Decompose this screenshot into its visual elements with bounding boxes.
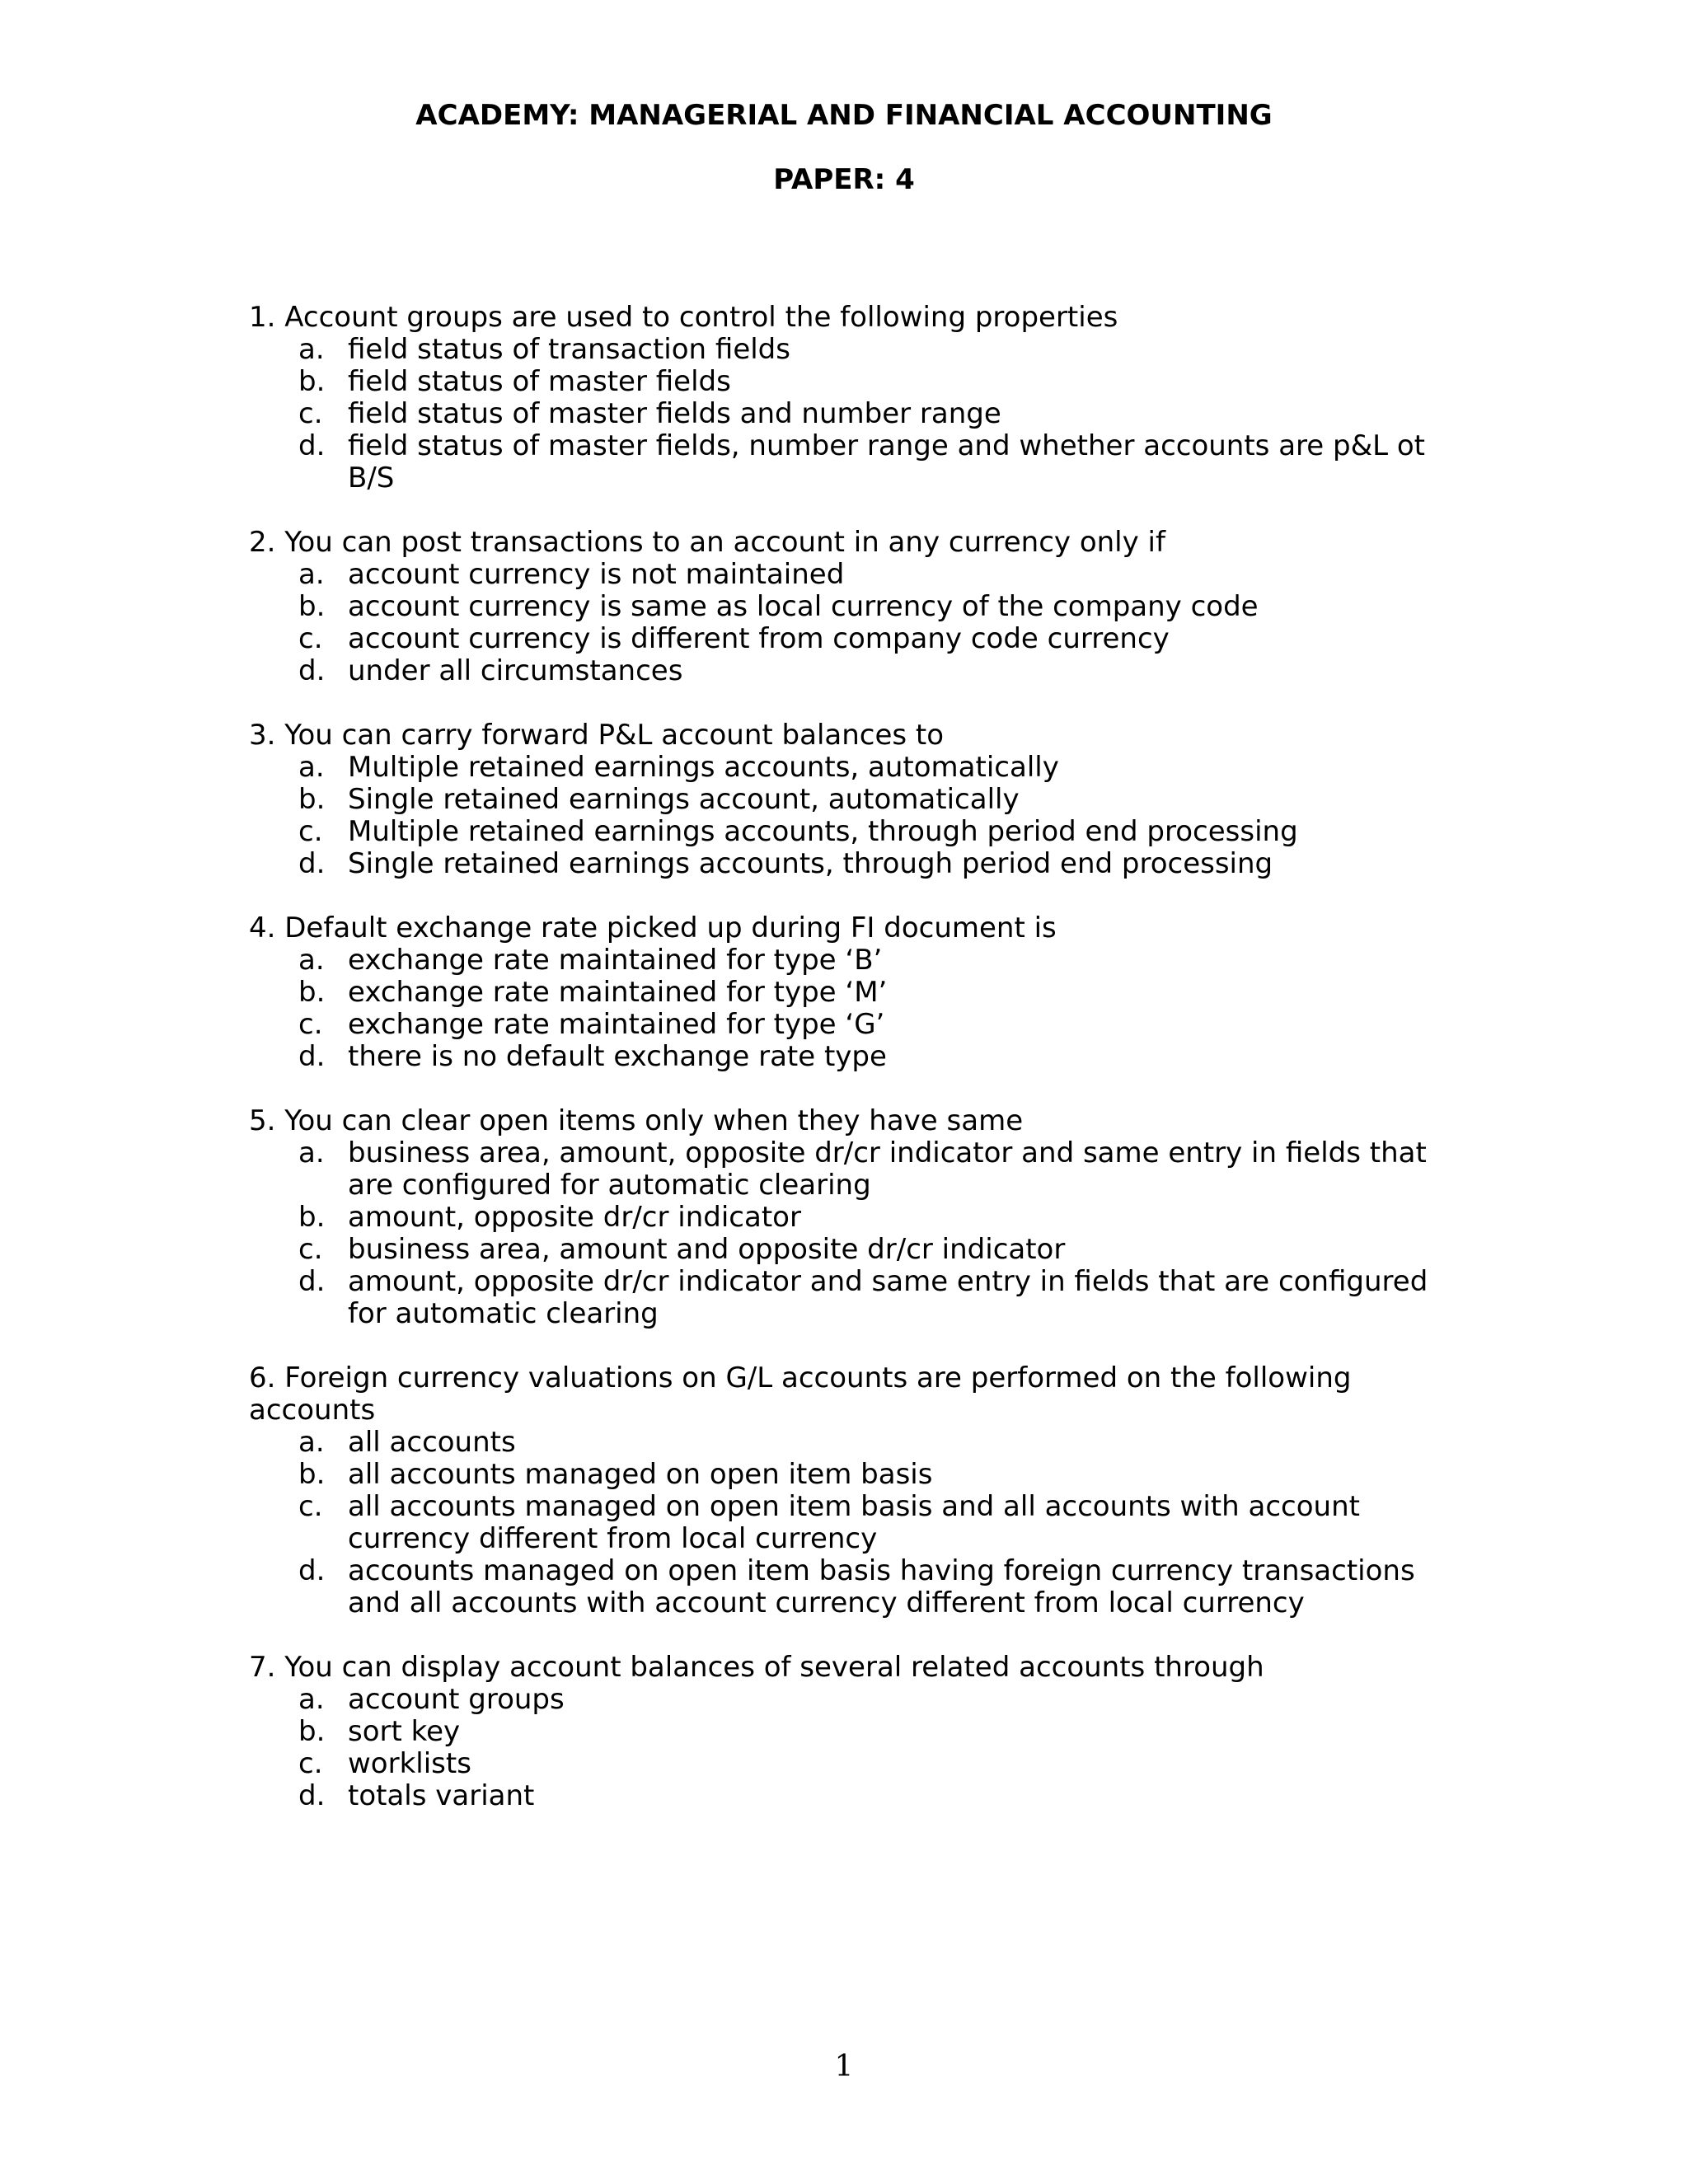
option-list: [249, 944, 1436, 1073]
question-stem: 4. Default exchange rate picked up during FI document is: [249, 912, 1057, 944]
option-list: [249, 1684, 1436, 1812]
paper-number: PAPER: 4: [773, 163, 915, 196]
option-letter: c.: [298, 1490, 323, 1523]
question-6: [249, 1362, 1436, 1619]
option-b: [249, 977, 1436, 1009]
option-letter: c.: [298, 1747, 323, 1780]
option-letter: d.: [298, 429, 326, 462]
option-c: [249, 1491, 1436, 1555]
question-list: [249, 302, 1436, 1844]
option-letter: b.: [298, 976, 326, 1009]
option-b: [249, 784, 1436, 816]
question-stem: 5. You can clear open items only when they have same: [249, 1104, 1024, 1137]
option-text: accounts managed on open item basis having foreign currency transactions and all accounts with account currency different from local currency: [348, 1554, 1415, 1619]
option-d: [249, 430, 1436, 494]
question-stem: 2. You can post transactions to an account in any currency only if: [249, 526, 1165, 559]
option-text: exchange rate maintained for type ‘M’: [348, 976, 888, 1009]
option-text: exchange rate maintained for type ‘B’: [348, 944, 883, 977]
option-letter: c.: [298, 815, 323, 848]
option-letter: b.: [298, 1715, 326, 1748]
option-a: [249, 1684, 1436, 1716]
option-c: [249, 623, 1436, 655]
option-letter: b.: [298, 1458, 326, 1491]
option-letter: a.: [298, 333, 325, 366]
option-b: [249, 366, 1436, 398]
option-text: business area, amount, opposite dr/cr indicator and same entry in fields that are configured for automatic clearing: [348, 1137, 1427, 1202]
option-b: [249, 591, 1436, 623]
option-c: [249, 1009, 1436, 1041]
option-letter: c.: [298, 622, 323, 655]
question-stem: 1. Account groups are used to control the following properties: [249, 301, 1118, 334]
option-list: [249, 559, 1436, 687]
option-b: [249, 1459, 1436, 1491]
option-letter: c.: [298, 1233, 323, 1266]
option-list: [249, 752, 1436, 880]
option-d: [249, 1555, 1436, 1619]
option-letter: a.: [298, 558, 325, 591]
option-letter: a.: [298, 1137, 325, 1169]
option-b: [249, 1202, 1436, 1234]
option-c: [249, 1748, 1436, 1780]
option-d: [249, 1041, 1436, 1073]
option-text: worklists: [348, 1747, 471, 1780]
option-a: [249, 944, 1436, 977]
option-letter: b.: [298, 590, 326, 623]
option-letter: d.: [298, 1040, 326, 1073]
question-stem: 6. Foreign currency valuations on G/L accounts are performed on the following accounts: [249, 1361, 1352, 1427]
option-letter: d.: [298, 1265, 326, 1298]
option-a: [249, 752, 1436, 784]
option-text: Single retained earnings accounts, through period end processing: [348, 847, 1273, 880]
option-letter: d.: [298, 847, 326, 880]
page-number: 1: [834, 2050, 854, 2083]
option-letter: a.: [298, 944, 325, 977]
option-text: under all circumstances: [348, 654, 683, 687]
option-text: account groups: [348, 1683, 565, 1716]
option-text: field status of transaction fields: [348, 333, 790, 366]
option-text: all accounts managed on open item basis: [348, 1458, 933, 1491]
option-letter: d.: [298, 654, 326, 687]
option-letter: c.: [298, 397, 323, 430]
question-5: [249, 1105, 1436, 1330]
option-a: [249, 559, 1436, 591]
option-text: account currency is different from company code currency: [348, 622, 1170, 655]
option-letter: b.: [298, 783, 326, 816]
option-c: [249, 398, 1436, 430]
option-letter: d.: [298, 1779, 326, 1812]
document-title: ACADEMY: MANAGERIAL AND FINANCIAL ACCOUNTING: [415, 99, 1273, 132]
option-text: amount, opposite dr/cr indicator: [348, 1201, 801, 1234]
option-text: there is no default exchange rate type: [348, 1040, 887, 1073]
option-c: [249, 1234, 1436, 1266]
question-1: [249, 302, 1436, 494]
option-d: [249, 1266, 1436, 1330]
option-text: field status of master fields, number range and whether accounts are p&L ot B/S: [348, 429, 1425, 494]
option-list: [249, 334, 1436, 494]
option-text: account currency is same as local currency of the company code: [348, 590, 1259, 623]
question-stem: 7. You can display account balances of several related accounts through: [249, 1651, 1264, 1684]
option-letter: b.: [298, 1201, 326, 1234]
option-letter: b.: [298, 365, 326, 398]
option-text: all accounts: [348, 1426, 516, 1459]
question-3: [249, 719, 1436, 880]
option-text: amount, opposite dr/cr indicator and same entry in fields that are configured for automatic clearing: [348, 1265, 1428, 1330]
option-letter: d.: [298, 1554, 326, 1587]
option-letter: a.: [298, 1683, 325, 1716]
option-letter: a.: [298, 751, 325, 784]
option-text: field status of master fields and number range: [348, 397, 1001, 430]
option-text: sort key: [348, 1715, 461, 1748]
option-text: exchange rate maintained for type ‘G’: [348, 1008, 885, 1041]
option-text: all accounts managed on open item basis and all accounts with account currency different from local currency: [348, 1490, 1360, 1555]
option-c: [249, 816, 1436, 848]
option-text: Multiple retained earnings accounts, automatically: [348, 751, 1059, 784]
option-text: field status of master fields: [348, 365, 731, 398]
option-list: [249, 1137, 1436, 1330]
question-stem: 3. You can carry forward P&L account balances to: [249, 719, 945, 752]
option-a: [249, 1137, 1436, 1202]
question-2: [249, 527, 1436, 687]
option-d: [249, 655, 1436, 687]
option-text: totals variant: [348, 1779, 535, 1812]
option-list: [249, 1427, 1436, 1619]
option-text: business area, amount and opposite dr/cr indicator: [348, 1233, 1066, 1266]
option-d: [249, 848, 1436, 880]
option-text: Multiple retained earnings accounts, through period end processing: [348, 815, 1298, 848]
option-text: Single retained earnings account, automatically: [348, 783, 1020, 816]
option-d: [249, 1780, 1436, 1812]
option-text: account currency is not maintained: [348, 558, 845, 591]
option-a: [249, 1427, 1436, 1459]
question-4: [249, 912, 1436, 1073]
option-letter: c.: [298, 1008, 323, 1041]
option-b: [249, 1716, 1436, 1748]
question-7: [249, 1652, 1436, 1812]
option-a: [249, 334, 1436, 366]
option-letter: a.: [298, 1426, 325, 1459]
